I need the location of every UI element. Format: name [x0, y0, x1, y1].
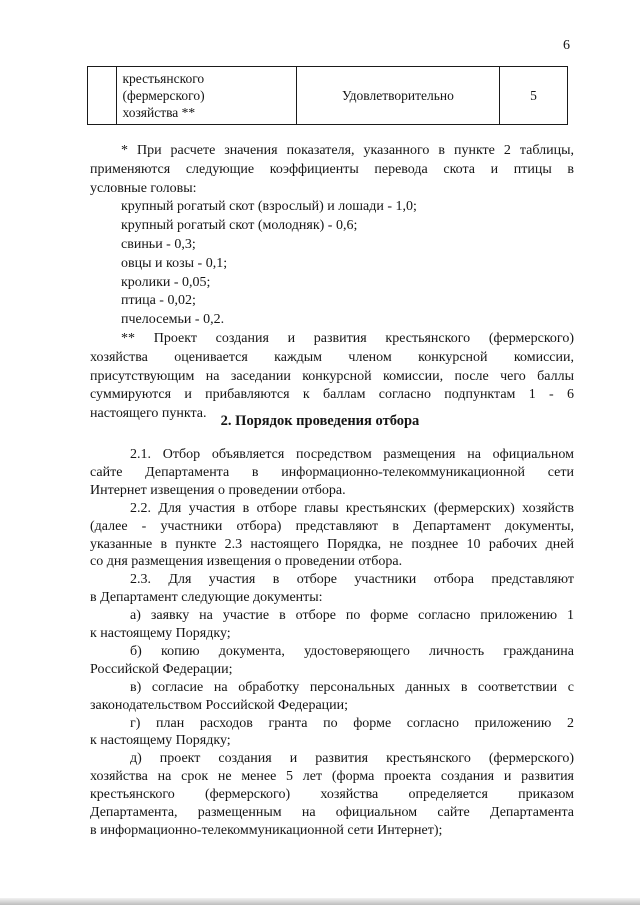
footnote-line: * При расчете значения показателя, указанного в пункте 2 таблицы,: [121, 143, 574, 158]
footnote-line: крупный рогатый скот (взрослый) и лошади - 1,0;: [121, 199, 417, 215]
footnote-line: присутствующим на заседании конкурсной комиссии, после чего баллы: [90, 368, 574, 384]
section-heading: 2. Порядок проведения отбора: [220, 413, 420, 429]
footnote-line: суммируются и прибавляются к баллам согласно подпунктам 1 - 6: [90, 387, 574, 403]
footnote-line: пчелосемьи - 0,2.: [121, 312, 225, 328]
table-cell-empty: [88, 67, 117, 125]
page-number: 6: [563, 38, 570, 53]
footnote-line: крупный рогатый скот (молодняк) - 0,6;: [121, 218, 358, 234]
body-line: хозяйства на срок не менее 5 лет (форма проекта создания и развития: [90, 769, 574, 785]
table-row: [88, 67, 568, 125]
body-line: со дня размещения извещения о проведении отбора.: [90, 554, 403, 570]
body-line: 2.3. Для участия в отборе участники отбора представляют: [130, 572, 574, 588]
table-cell-rating: Удовлетворительно: [296, 67, 499, 125]
body-line: г) план расходов гранта по форме согласно приложению 2: [130, 715, 574, 731]
body-line: законодательством Российской Федерации;: [90, 697, 349, 713]
body-line: б) копию документа, удостоверяющего личность гражданина: [130, 643, 574, 659]
scan-edge: [0, 898, 640, 905]
body-line: в информационно-телекоммуникационной сети Интернет);: [90, 822, 443, 838]
body-line: 2.2. Для участия в отборе главы крестьянских (фермерских) хозяйств: [130, 500, 574, 516]
criteria-table: [87, 66, 568, 125]
body-line: Российской Федерации;: [90, 661, 233, 677]
footnote-line: овцы и козы - 0,1;: [121, 255, 228, 271]
footnote-line: хозяйства оценивается каждым членом конкурсной комиссии,: [90, 349, 574, 365]
body-line: Интернет извещения о проведении отбора.: [90, 482, 346, 498]
body-line: к настоящему Порядку;: [90, 733, 231, 749]
criterion-line: (фермерского): [122, 88, 205, 103]
body-line: в) согласие на обработку персональных данных в соответствии с: [130, 679, 574, 695]
footnote-line: применяются следующие коэффициенты перевода скота и птицы в: [90, 161, 574, 177]
body-line: указанные в пункте 2.3 настоящего Порядка, не позднее 10 рабочих дней: [90, 536, 574, 552]
body-line: д) проект создания и развития крестьянского (фермерского): [130, 751, 574, 767]
body-line: 2.1. Отбор объявляется посредством размещения на официальном: [130, 447, 574, 462]
footnote-line: ** Проект создания и развития крестьянского (фермерского): [121, 331, 574, 346]
table-cell-score: 5: [500, 67, 568, 125]
body-line: (далее - участники отбора) представляют в Департамент документы,: [90, 518, 574, 534]
footnote-line: настоящего пункта.: [90, 406, 207, 422]
footnote-line: птица - 0,02;: [121, 293, 196, 309]
table-cell-criterion: [117, 67, 296, 125]
body-line: к настоящему Порядку;: [90, 626, 231, 641]
footnote-line: условные головы:: [90, 180, 197, 196]
footnote-line: кролики - 0,05;: [121, 274, 211, 290]
criterion-line: крестьянского: [122, 71, 205, 86]
body-line: а) заявку на участие в отборе по форме согласно приложению 1: [130, 608, 574, 624]
footnote-line: свиньи - 0,3;: [121, 237, 196, 252]
body-line: Департамента, размещенным на официальном сайте Департамента: [90, 805, 574, 820]
criterion-line: хозяйства **: [122, 105, 196, 120]
body-line: крестьянского (фермерского) хозяйства определяется приказом: [90, 787, 574, 803]
body-line: сайте Департамента в информационно-телекоммуникационной сети: [90, 464, 574, 480]
body-line: в Департамент следующие документы:: [90, 590, 323, 606]
